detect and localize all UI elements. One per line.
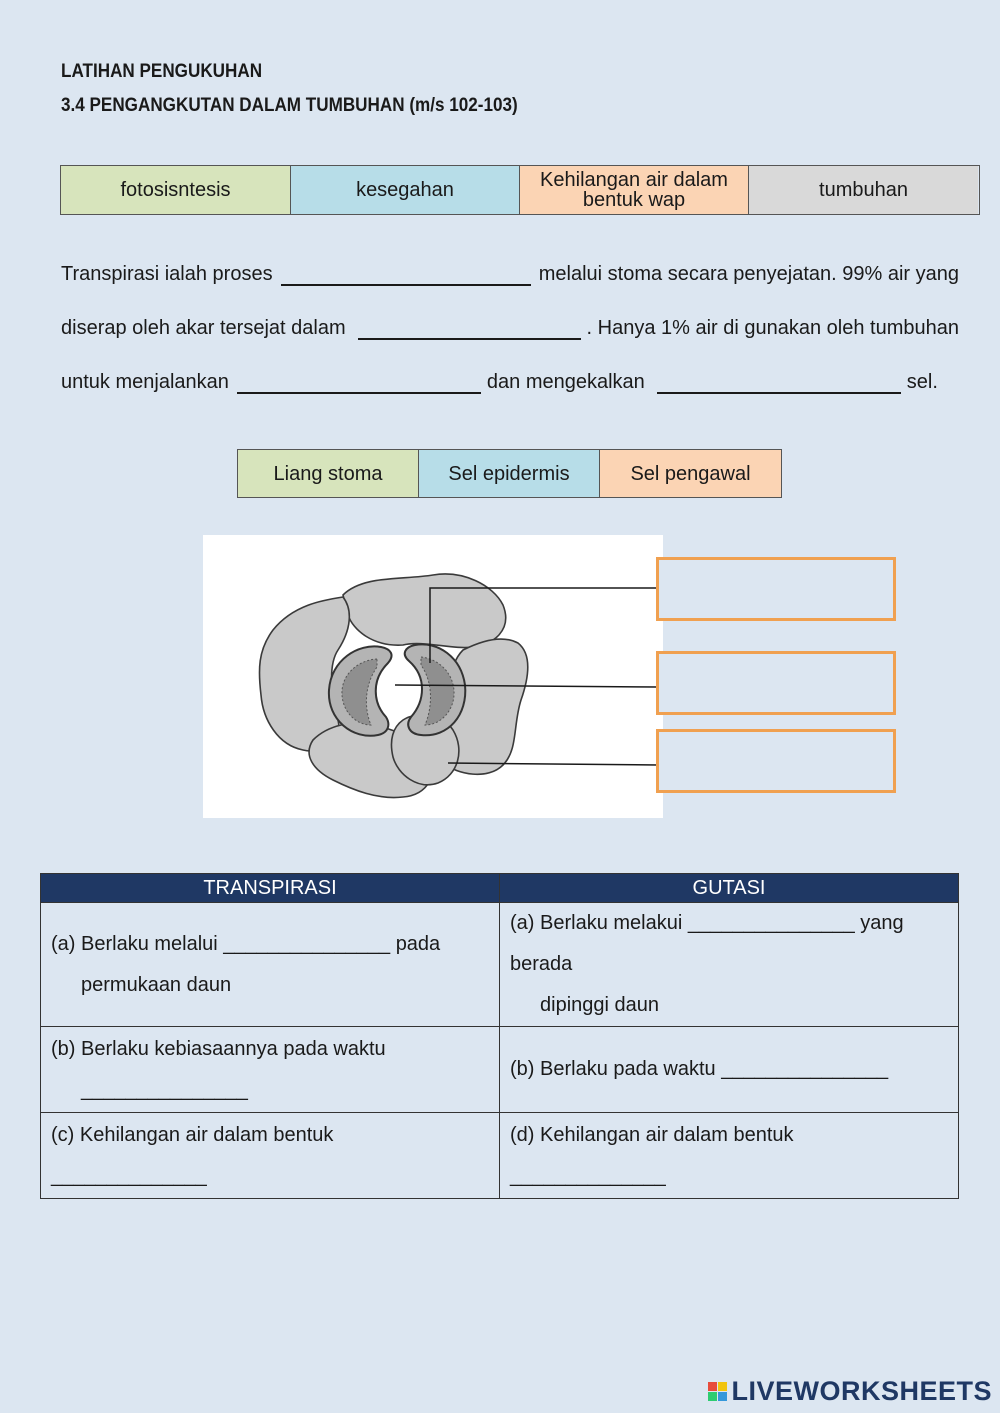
table-header: GUTASI [500, 874, 959, 903]
logo-icon [708, 1382, 727, 1401]
word-bank-1 [60, 165, 980, 215]
comparison-table [40, 873, 959, 1199]
paragraph-line-2: diserap oleh akar tersejat dalam . Hanya 1% air di gunakan oleh tumbuhan [61, 317, 959, 339]
paragraph-line-3: untuk menjalankan dan mengekalkan sel. [61, 371, 938, 393]
table-cell: (a) Berlaku melakui _______________ yang berada dipinggi daun [500, 903, 959, 1027]
blank-input[interactable] [237, 370, 481, 394]
table-cell: (d) Kehilangan air dalam bentuk ______________ [500, 1113, 959, 1199]
word-bank-item[interactable]: Kehilangan air dalam bentuk wap [520, 166, 749, 214]
worksheet-title: LATIHAN PENGUKUHAN [61, 61, 263, 82]
table-cell: (a) Berlaku melalui _______________ pada permukaan daun [41, 903, 500, 1027]
blank-input[interactable] [358, 316, 581, 340]
word-bank-item[interactable]: Liang stoma [238, 450, 419, 497]
diagram-label-input[interactable] [656, 729, 896, 793]
table-cell: (b) Berlaku kebiasaannya pada waktu _______________ [41, 1027, 500, 1113]
word-bank-item[interactable]: fotosisntesis [61, 166, 291, 214]
blank-input[interactable] [281, 262, 531, 286]
epidermal-cell [343, 574, 506, 648]
table-cell: (b) Berlaku pada waktu _______________ [500, 1027, 959, 1113]
worksheet-subtitle: 3.4 PENGANGKUTAN DALAM TUMBUHAN (m/s 102-103) [61, 95, 518, 116]
blank-input[interactable] [657, 370, 901, 394]
diagram-label-input[interactable] [656, 557, 896, 621]
word-bank-item[interactable]: Sel epidermis [419, 450, 600, 497]
word-bank-item[interactable]: Sel pengawal [600, 450, 781, 497]
word-bank-item[interactable]: kesegahan [291, 166, 520, 214]
word-bank-item[interactable]: tumbuhan [749, 166, 978, 214]
diagram-label-input[interactable] [656, 651, 896, 715]
paragraph-line-1: Transpirasi ialah proses melalui stoma secara penyejatan. 99% air yang [61, 263, 959, 285]
stoma-diagram [203, 535, 663, 818]
liveworksheets-logo: LIVEWORKSHEETS [708, 1376, 992, 1407]
word-bank-2 [237, 449, 782, 498]
table-cell: (c) Kehilangan air dalam bentuk ______________ [41, 1113, 500, 1199]
table-header: TRANSPIRASI [41, 874, 500, 903]
